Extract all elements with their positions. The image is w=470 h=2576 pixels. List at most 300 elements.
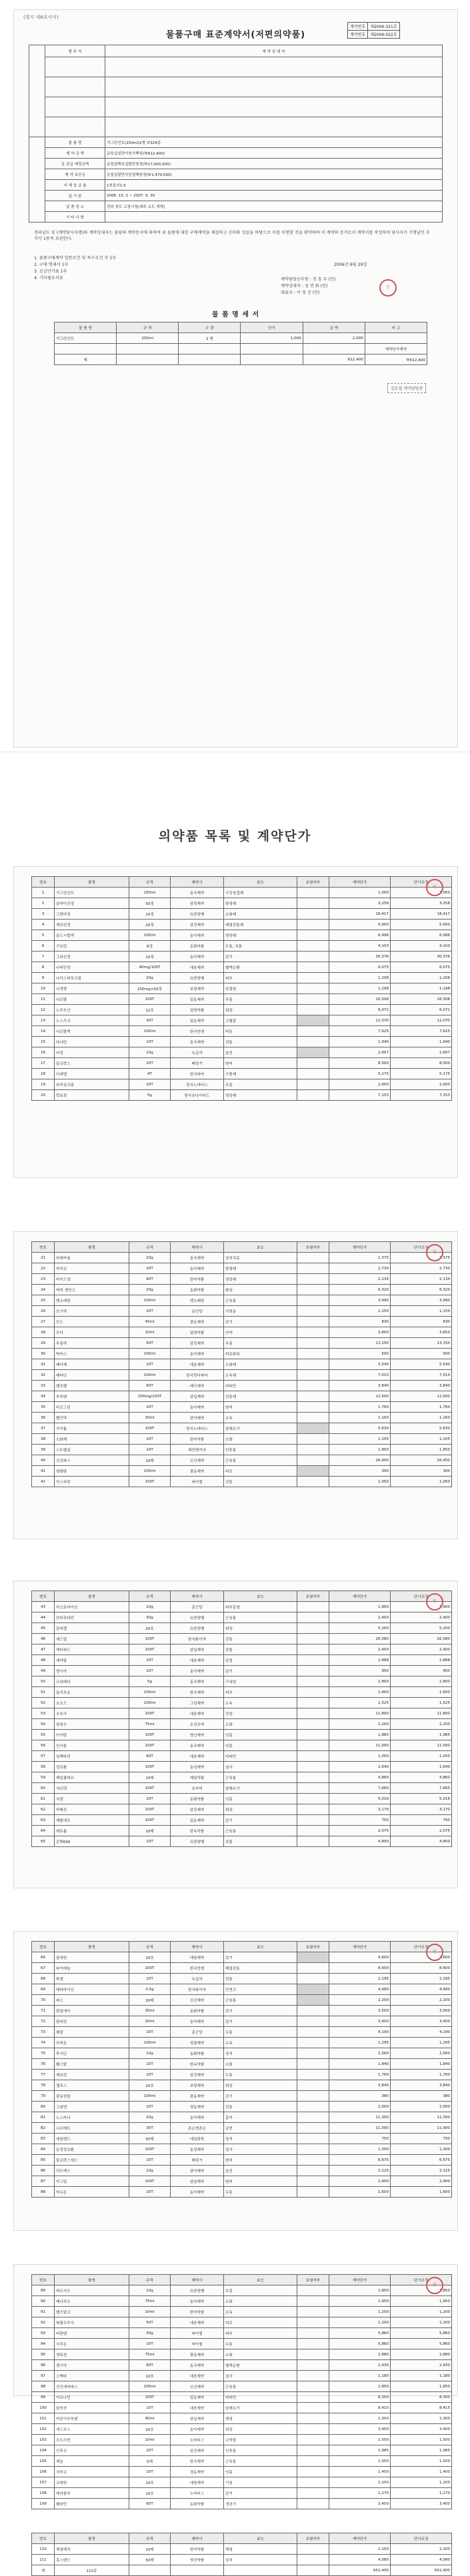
table-cell: 유한양행 xyxy=(171,973,224,983)
table-cell: 105 xyxy=(32,2456,55,2467)
table-row xyxy=(32,1815,452,1826)
table-row xyxy=(32,1026,452,1037)
table-cell: 코막힘 xyxy=(224,2435,297,2445)
table-cell xyxy=(297,2371,329,2381)
table-cell: 항생제 xyxy=(224,1263,297,1274)
table-cell: 2,134 xyxy=(391,1274,452,1285)
table-cell xyxy=(297,1963,329,1974)
table-cell: 52 xyxy=(32,1698,55,1708)
table-cell: 44 xyxy=(32,1612,55,1623)
table-cell: 1,950 xyxy=(329,2296,391,2307)
table-cell: 10g xyxy=(129,1602,171,1612)
table-cell: 20g xyxy=(129,1285,171,1295)
table-row xyxy=(32,2176,452,2187)
table-cell: 인후통 xyxy=(224,1445,297,1455)
table-cell: 20정 xyxy=(129,920,171,930)
table-cell: 3,850 xyxy=(329,1327,391,1338)
column-header: 계약단가 xyxy=(329,1242,391,1253)
table-cell: 30ml xyxy=(129,2006,171,2016)
table-row xyxy=(32,952,452,962)
table-row xyxy=(32,994,452,1005)
table-cell: 91 xyxy=(32,2307,55,2317)
official-seal: 인 xyxy=(426,2277,443,2294)
table-cell: 3 xyxy=(32,909,55,920)
column-header: 규격 xyxy=(129,1942,171,1952)
column-header: 단가조정 xyxy=(391,877,452,888)
table-cell: 7,665 xyxy=(391,1783,452,1794)
table-cell: 96 xyxy=(32,2360,55,2371)
table-cell: 100T xyxy=(129,1815,171,1826)
table-cell: 나비민정 xyxy=(55,962,129,973)
column-header: 번호 xyxy=(32,2275,55,2285)
table-cell: 잇몸 xyxy=(224,1740,297,1751)
table-row xyxy=(32,1306,452,1317)
table-cell: 100T xyxy=(129,2144,171,2155)
table-cell: 동국제약 xyxy=(171,1253,224,1263)
table-cell: 9 xyxy=(32,973,55,983)
table-cell: 치센 xyxy=(55,1794,129,1804)
table-cell: 진통 xyxy=(224,1037,297,1047)
table-row xyxy=(32,1963,452,1974)
table-cell: 63 xyxy=(32,1815,55,1826)
table-cell: 950 xyxy=(329,1666,391,1676)
table-cell xyxy=(297,2038,329,2048)
table-cell: 100ml xyxy=(129,1370,171,1381)
column-header: 계약단가 xyxy=(329,2275,391,2285)
table-cell: 펜잘 xyxy=(55,2027,129,2038)
table-cell: 2,100 xyxy=(329,2544,391,2555)
table-cell: 1,900 xyxy=(329,1602,391,1612)
table-cell: 2,125 xyxy=(329,2166,391,2176)
table-cell: 근육통 xyxy=(224,1455,297,1466)
table-cell: 모드 xyxy=(55,1317,129,1327)
table-cell: 근육통 xyxy=(224,2381,297,2392)
column-header: 번호 xyxy=(32,2533,55,2544)
table-cell: 스멕타 xyxy=(55,2371,129,2381)
table-cell: 5,600 xyxy=(391,920,452,930)
table-cell: 6,075 xyxy=(391,962,452,973)
table-cell: 10 xyxy=(32,983,55,994)
column-header: 단가조정 xyxy=(391,1242,452,1253)
table-cell: 화상 xyxy=(224,1285,297,1295)
table-cell: 무좀 xyxy=(224,1079,297,1090)
table-cell: 라미실크림 xyxy=(55,1079,129,1090)
table-cell xyxy=(297,930,329,941)
table-row xyxy=(32,1263,452,1274)
row-label: 총 공급 예정금액 xyxy=(45,159,105,169)
table-cell: 100T xyxy=(129,1804,171,1815)
table-cell: 30T xyxy=(129,2123,171,2134)
column-header: 단가조정 xyxy=(391,1942,452,1952)
table-cell: 어린이부루펜 xyxy=(55,2413,129,2424)
table-cell: 삼일제약 xyxy=(171,2413,224,2424)
table-row xyxy=(32,1349,452,1359)
table-cell xyxy=(297,1612,329,1623)
table-cell: 2,200 xyxy=(391,1995,452,2006)
table-cell: 20매 xyxy=(129,1995,171,2006)
table-cell: 해열 xyxy=(224,2413,297,2424)
table-cell: 6,075 xyxy=(329,962,391,973)
table-cell: 750 xyxy=(329,1815,391,1826)
table-row xyxy=(32,1952,452,1963)
table-row xyxy=(32,1274,452,1285)
table-cell: 46 xyxy=(32,1634,55,1644)
table-cell: 1,840 xyxy=(329,2059,391,2070)
table-cell xyxy=(297,2555,329,2565)
table-cell: 30g xyxy=(129,1612,171,1623)
table-cell: 동아제약 xyxy=(171,2187,224,2198)
table-cell xyxy=(297,1623,329,1634)
table-cell xyxy=(297,1079,329,1090)
column-header: 제약사 xyxy=(171,1242,224,1253)
table-cell: 감기 xyxy=(224,1317,297,1327)
table-cell: 4,480 xyxy=(391,1984,452,1995)
column-header: 제약사 xyxy=(171,1942,224,1952)
table-row xyxy=(32,2048,452,2059)
table-cell: 한국노바티스 xyxy=(171,1079,224,1090)
table-cell: 200mg/100T xyxy=(129,1391,171,1402)
table-cell: 소독제 xyxy=(224,1370,297,1381)
table-cell: 10T xyxy=(129,2059,171,2070)
table-cell: 87 xyxy=(32,2176,55,2187)
table-cell: 동아제약 xyxy=(171,1263,224,1274)
table-cell: 디세텔 xyxy=(55,1069,129,1079)
table-cell: 동국제약 xyxy=(171,888,224,898)
table-cell: 1,500 xyxy=(391,2435,452,2445)
table-cell xyxy=(297,1423,329,1434)
table-cell: 3,840 xyxy=(391,2080,452,2091)
table-cell xyxy=(297,898,329,909)
table-cell: 종근당 xyxy=(171,1602,224,1612)
table-cell: 20ml xyxy=(129,2016,171,2027)
table-cell: 7,153 xyxy=(391,1090,452,1101)
table-cell: 두통 xyxy=(224,2070,297,2080)
total-cell xyxy=(297,2565,329,2576)
party-head: 발 주 처 xyxy=(45,45,105,57)
table-cell: 1,500 xyxy=(329,2435,391,2445)
table-cell: 1,105 xyxy=(329,1434,391,1445)
table-cell: 콘택600 xyxy=(55,1836,129,1847)
table-cell: 70 xyxy=(32,1995,55,2006)
table-cell: 4,860 xyxy=(329,1772,391,1783)
table-cell xyxy=(297,2328,329,2339)
table-row xyxy=(32,1634,452,1644)
price-list-page xyxy=(13,1231,458,1539)
table-row xyxy=(32,909,452,920)
side-label xyxy=(29,45,45,137)
table-cell: 2,100 xyxy=(391,2544,452,2555)
table-cell: 대웅제약 xyxy=(171,2371,224,2381)
table-cell: 일양약품 xyxy=(171,1327,224,1338)
table-row xyxy=(32,2038,452,2048)
table-cell: 삼진제약 xyxy=(171,920,224,930)
table-cell: 오트리빈 xyxy=(55,2435,129,2445)
table-cell: 1,198 xyxy=(391,983,452,994)
price-list-page xyxy=(13,866,458,1178)
table-cell xyxy=(297,1005,329,1015)
table-cell: 2,200 xyxy=(391,1719,452,1730)
table-cell xyxy=(297,1338,329,1349)
table-cell xyxy=(297,2048,329,2059)
table-cell: 10T xyxy=(129,2467,171,2477)
table-cell: 한국얀센 xyxy=(171,1026,224,1037)
contract-number-box xyxy=(347,22,400,39)
table-cell: 750 xyxy=(329,2134,391,2144)
table-cell: 10정 xyxy=(129,952,171,962)
table-cell: 상처 xyxy=(224,2048,297,2059)
table-cell: 1,850 xyxy=(391,2285,452,2296)
table-cell: 금연 xyxy=(224,2123,297,2134)
table-cell: 50매 xyxy=(129,2555,171,2565)
total-cell: 계 xyxy=(32,2565,55,2576)
sign-line: 대표자 : 이 영 진 (인) xyxy=(281,291,320,295)
table-cell: 노바티스 xyxy=(171,2488,224,2499)
official-seal: 인 xyxy=(426,1244,443,1261)
table-cell xyxy=(297,1794,329,1804)
table-cell: 한미약품 xyxy=(171,2544,224,2555)
goods-col: 금 액 xyxy=(303,322,365,333)
table-row xyxy=(32,1794,452,1804)
table-cell xyxy=(297,1730,329,1740)
table-cell: 103 xyxy=(32,2435,55,2445)
price-list-title: 의약품 목록 및 계약단가 xyxy=(158,829,312,844)
table-cell: 녹십자 xyxy=(171,1974,224,1984)
table-row xyxy=(32,1783,452,1794)
total-cell xyxy=(129,2565,171,2576)
table-cell: 파스 xyxy=(55,1995,129,2006)
table-cell: 2,880 xyxy=(391,2349,452,2360)
table-cell: 2,800 xyxy=(391,1676,452,1687)
table-cell: 10g xyxy=(129,1047,171,1058)
table-cell xyxy=(297,1477,329,1487)
column-header: 품명 xyxy=(55,1942,129,1952)
table-row xyxy=(32,1445,452,1455)
table-row xyxy=(32,1434,452,1445)
table-cell: 10T xyxy=(129,1836,171,1847)
table-cell: 다정 xyxy=(55,1047,129,1058)
table-cell xyxy=(297,1317,329,1327)
column-header: 보험여부 xyxy=(297,1942,329,1952)
table-cell: 1,208 xyxy=(391,973,452,983)
table-cell: 7 xyxy=(32,952,55,962)
table-cell: 10T xyxy=(129,2070,171,2080)
table-cell: 설사 xyxy=(224,2371,297,2381)
goods-col: 규 격 xyxy=(117,322,179,333)
table-cell: 무좀 xyxy=(224,994,297,1005)
table-cell: 30 xyxy=(32,1349,55,1359)
table-cell: 테라마이신 xyxy=(55,1984,129,1995)
table-cell: 380 xyxy=(391,2091,452,2102)
table-cell: 감기 xyxy=(224,1666,297,1676)
table-cell: 20T xyxy=(129,1058,171,1069)
column-header: 제약사 xyxy=(171,2533,224,2544)
table-cell xyxy=(297,909,329,920)
table-cell: 복합우루사 xyxy=(55,2317,129,2328)
table-cell: 80 xyxy=(32,2102,55,2112)
table-row xyxy=(32,1740,452,1751)
table-cell: 100ml xyxy=(129,1687,171,1698)
price-list-page xyxy=(13,1931,458,2231)
table-cell: 빨간약 xyxy=(55,1413,129,1423)
table-cell: 소독 xyxy=(224,2038,297,2048)
table-cell xyxy=(297,2445,329,2456)
table-cell: 동아제약 xyxy=(171,1349,224,1359)
table-cell: 그린제약 xyxy=(171,1698,224,1708)
table-cell: 10T xyxy=(129,1434,171,1445)
table-cell: 흉터 xyxy=(224,2112,297,2123)
table-cell xyxy=(297,1634,329,1644)
table-row xyxy=(32,2445,452,2456)
column-header: 보험여부 xyxy=(297,1591,329,1602)
table-cell: 상처 xyxy=(224,2134,297,2144)
table-cell xyxy=(297,1015,329,1026)
official-seal: 인 xyxy=(426,1944,443,1961)
table-cell: 콧물 xyxy=(224,1836,297,1847)
column-header: 효능 xyxy=(224,2275,297,2285)
table-cell: 소화 xyxy=(224,2296,297,2307)
table-cell: 유한양행 xyxy=(171,909,224,920)
table-cell: 광동제약 xyxy=(171,1317,224,1327)
table-cell: 기침 xyxy=(224,2477,297,2488)
table-cell: 51 xyxy=(32,1687,55,1698)
table-row xyxy=(32,941,452,952)
table-row xyxy=(32,2317,452,2328)
table-row xyxy=(32,1836,452,1847)
table-cell: 12,070 xyxy=(329,1015,391,1026)
table-cell: 60T xyxy=(129,2499,171,2509)
table-row xyxy=(32,2360,452,2371)
table-cell: 조선무약 xyxy=(171,1719,224,1730)
table-cell: 골드시럽액 xyxy=(55,930,129,941)
table-row xyxy=(32,2456,452,2467)
table-cell: 1,375 xyxy=(391,1253,452,1263)
goods-col: 단가 xyxy=(241,322,303,333)
table-cell: 26 xyxy=(32,1306,55,1317)
table-row xyxy=(32,1477,452,1487)
table-cell: 1,208 xyxy=(329,973,391,983)
table-cell xyxy=(297,1295,329,1306)
table-cell xyxy=(297,983,329,994)
column-header: 효능 xyxy=(224,1591,297,1602)
table-cell: 5g xyxy=(129,1090,171,1101)
table-cell xyxy=(297,2155,329,2166)
table-cell: 20T xyxy=(129,2445,171,2456)
table-cell: 위장 xyxy=(224,1623,297,1634)
table-row xyxy=(32,2424,452,2435)
table-cell: 동화약품 xyxy=(171,1794,224,1804)
table-cell: 포비돈 xyxy=(55,2038,129,2048)
table-cell: 일양약품 xyxy=(171,1005,224,1015)
table-cell: 판피린 xyxy=(55,2016,129,2027)
column-header: 보험여부 xyxy=(297,1242,329,1253)
table-cell: 소독 xyxy=(224,1698,297,1708)
table-cell: 6,072 xyxy=(329,1005,391,1015)
table-cell: 108 xyxy=(32,2488,55,2499)
table-cell: 110 xyxy=(32,2544,55,2555)
table-cell: 20 xyxy=(32,1090,55,1101)
table-cell: 26,450 xyxy=(329,1455,391,1466)
table-cell: 20g xyxy=(129,973,171,983)
table-cell: 신신제약 xyxy=(171,1455,224,1466)
table-cell xyxy=(297,2285,329,2296)
table-cell: 2,125 xyxy=(391,2166,452,2176)
table-cell: 관절 xyxy=(224,1655,297,1666)
table-cell: 59 xyxy=(32,1772,55,1783)
column-header: 단가조정 xyxy=(391,2533,452,2544)
table-cell xyxy=(297,2187,329,2198)
table-cell: 8,500 xyxy=(329,1058,391,1069)
table-cell: 바이엘 xyxy=(171,2339,224,2349)
table-cell: 2,300 xyxy=(329,2413,391,2424)
table-cell: 2,075 xyxy=(329,1826,391,1836)
goods-cell: 2 병 xyxy=(179,333,241,344)
table-cell: 3,400 xyxy=(329,2016,391,2027)
table-cell: 잇몸 xyxy=(224,1794,297,1804)
table-cell: 콧물 xyxy=(224,1644,297,1655)
table-cell: 82 xyxy=(32,2123,55,2134)
table-cell: 30g xyxy=(129,2328,171,2339)
table-cell: 구보린 xyxy=(55,941,129,952)
table-cell: 1,100 xyxy=(329,2477,391,2488)
table-cell: 마데카솔 xyxy=(55,1253,129,1263)
table-cell: 4,800 xyxy=(329,1836,391,1847)
table-cell: 11,800 xyxy=(329,1708,391,1719)
table-cell: 잇몸 xyxy=(224,2467,297,2477)
table-cell xyxy=(297,1402,329,1413)
table-cell xyxy=(297,1719,329,1730)
table-cell: 8,300 xyxy=(329,2392,391,2403)
table-cell xyxy=(297,2027,329,2038)
table-cell: 25 xyxy=(32,1295,55,1306)
table-cell: 1,760 xyxy=(391,1402,452,1413)
table-cell xyxy=(297,2477,329,2488)
table-cell: 20T xyxy=(129,1794,171,1804)
table-cell: 일동제약 xyxy=(171,1815,224,1826)
table-cell: 60T xyxy=(129,1751,171,1762)
goods-cell: 1,000 xyxy=(241,333,303,344)
price-list-page xyxy=(13,2264,458,2573)
table-row xyxy=(32,2339,452,2349)
table-cell: 동아제약 xyxy=(171,930,224,941)
table-cell: 3,840 xyxy=(391,1381,452,1391)
table-cell: 10매 xyxy=(129,2544,171,2555)
table-row xyxy=(32,1058,452,1069)
column-header: 품명 xyxy=(55,1591,129,1602)
table-cell: 300 xyxy=(329,1466,391,1477)
table-cell: 5,600 xyxy=(329,920,391,930)
table-row xyxy=(32,2328,452,2339)
table-cell: 유씨비 xyxy=(171,1783,224,1794)
table-cell: 동아제약 xyxy=(171,952,224,962)
table-cell xyxy=(297,2006,329,2016)
table-cell: 81 xyxy=(32,2112,55,2123)
table-cell: 26,580 xyxy=(391,1634,452,1644)
row-label: 기 타 사 항 xyxy=(45,212,105,223)
table-cell xyxy=(297,1984,329,1995)
table-cell: 동화약품 xyxy=(171,2006,224,2016)
table-cell: 10매 xyxy=(129,1455,171,1466)
table-cell: 테라플루 xyxy=(55,2488,129,2499)
total-cell xyxy=(171,2565,224,2576)
table-cell: 100T xyxy=(129,1634,171,1644)
table-cell: 베링거 xyxy=(171,1058,224,1069)
table-cell: 변비 xyxy=(224,2176,297,2187)
table-cell: 74 xyxy=(32,2038,55,2048)
table-cell: 감기 xyxy=(224,1815,297,1826)
table-cell: 1,050 xyxy=(391,1477,452,1487)
table-cell: 안티푸라민 xyxy=(55,1612,129,1623)
column-header: 품명 xyxy=(55,877,129,888)
